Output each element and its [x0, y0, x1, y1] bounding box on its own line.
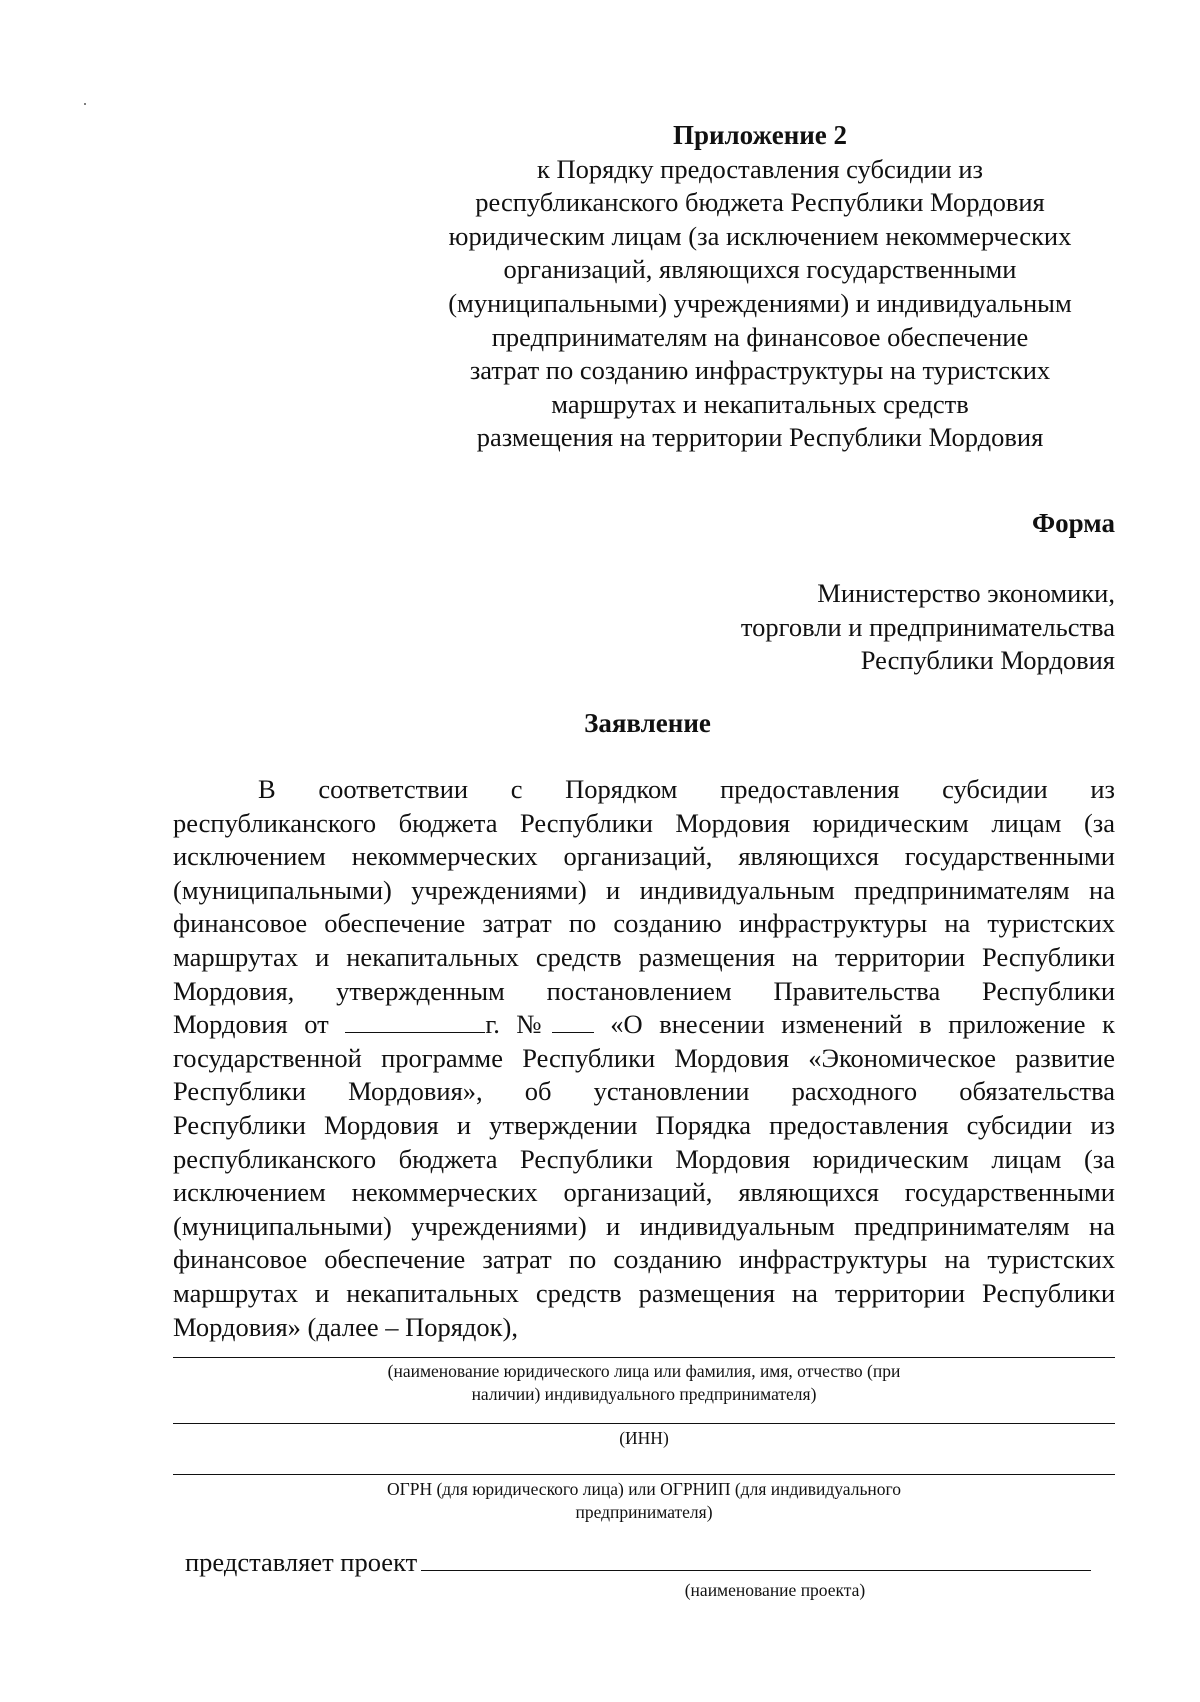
caption-line: предпринимателя): [575, 1502, 713, 1522]
inn-fill-line[interactable]: [173, 1423, 1115, 1424]
body-line: финансовое обеспечение затрат по созданию инфраструктуры на туристских: [173, 1244, 1115, 1275]
addressee-block: [741, 577, 1115, 678]
body-line: исключением некоммерческих организаций, являющихся государственными: [173, 841, 1115, 872]
appendix-line: юридическим лицам (за исключением некоммерческих: [448, 220, 1072, 251]
body-line: финансовое обеспечение затрат по созданию инфраструктуры на туристских: [173, 908, 1115, 939]
ogrn-caption: [173, 1478, 1115, 1524]
appendix-line: (муниципальными) учреждениями) и индивидуальным: [448, 287, 1072, 318]
body-text-fragment: г. №: [485, 1009, 552, 1040]
number-blank[interactable]: [552, 1010, 594, 1033]
body-line: Республики Мордовия», об установлении расходного обязательства: [173, 1076, 1115, 1107]
form-label: Форма: [1031, 508, 1115, 538]
body-line-with-blanks: [173, 1008, 1115, 1042]
body-line: исключением некоммерческих организаций, являющихся государственными: [173, 1177, 1115, 1208]
application-body: [173, 773, 1115, 1344]
body-text-fragment: Мордовия от: [173, 1009, 329, 1040]
body-line: Мордовия, утвержденным постановлением Правительства Республики: [173, 975, 1115, 1006]
appendix-line: к Порядку предоставления субсидии из: [536, 153, 984, 184]
body-line: маршрутах и некапитальных средств размещения на территории Республики: [173, 941, 1115, 972]
document-title: Заявление: [584, 708, 711, 738]
body-line: Мордовия» (далее – Порядок),: [173, 1311, 518, 1342]
addressee-line: Республики Мордовия: [860, 645, 1115, 676]
caption-line: ОГРН (для юридического лица) или ОГРНИП (для индивидуального: [386, 1479, 902, 1499]
caption-line: (наименование юридического лица или фамилия, имя, отчество (при: [387, 1361, 901, 1381]
appendix-line: республиканского бюджета Республики Мордовия: [475, 187, 1045, 218]
body-line: Республики Мордовия и утверждении Порядка предоставления субсидии из: [173, 1109, 1115, 1140]
addressee-line: Министерство экономики,: [817, 578, 1115, 608]
name-fill-line[interactable]: [173, 1357, 1115, 1358]
project-caption: (наименование проекта): [684, 1580, 866, 1600]
appendix-line: организаций, являющихся государственными: [503, 254, 1017, 285]
body-line: (муниципальными) учреждениями) и индивидуальным предпринимателям на: [173, 1210, 1115, 1241]
body-line: республиканского бюджета Республики Мордовия юридическим лицам (за: [173, 1143, 1115, 1174]
addressee-line: торговли и предпринимательства: [740, 611, 1115, 642]
scan-speck: [84, 103, 86, 105]
project-name-blank[interactable]: [421, 1546, 1091, 1571]
body-line: (муниципальными) учреждениями) и индивидуальным предпринимателям на: [173, 874, 1115, 905]
ogrn-fill-line[interactable]: [173, 1474, 1115, 1475]
appendix-line: маршрутах и некапитальных средств: [551, 388, 969, 419]
date-blank[interactable]: [345, 1010, 485, 1033]
appendix-line: предпринимателям на финансовое обеспечение: [491, 321, 1029, 352]
body-text-fragment: «О внесении изменений в приложение к: [610, 1009, 1116, 1040]
name-caption: [173, 1360, 1115, 1406]
submits-label: представляет проект: [185, 1547, 418, 1577]
body-line: республиканского бюджета Республики Мордовия юридическим лицам (за: [173, 807, 1115, 838]
body-line: маршрутах и некапитальных средств размещения на территории Республики: [173, 1277, 1115, 1308]
appendix-heading: Приложение 2: [672, 120, 848, 150]
caption-line: наличии) индивидуального предпринимателя): [471, 1384, 817, 1404]
appendix-line: затрат по созданию инфраструктуры на туристских: [469, 355, 1051, 386]
body-line: В соответствии с Порядком предоставления субсидии из: [258, 774, 1115, 804]
body-line: государственной программе Республики Мордовия «Экономическое развитие: [173, 1042, 1115, 1073]
appendix-header: [430, 119, 1090, 455]
appendix-line: размещения на территории Республики Мордовия: [476, 422, 1044, 453]
inn-caption: (ИНН): [619, 1428, 669, 1448]
project-submit-line: [185, 1546, 1091, 1579]
